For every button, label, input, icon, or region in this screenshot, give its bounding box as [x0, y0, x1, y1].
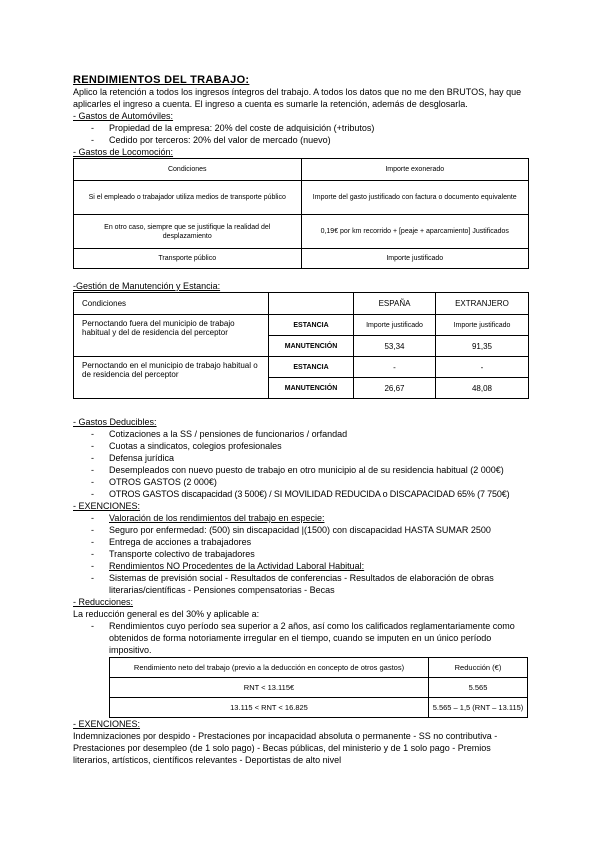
- table-row: Si el empleado o trabajador utiliza medios de transporte público Importe del gasto justificado con factura o documento equivalente: [74, 181, 529, 215]
- exenciones-heading: - EXENCIONES:: [73, 501, 141, 511]
- table-row: Condiciones ESPAÑA EXTRANJERO: [74, 293, 529, 315]
- table-row: 13.115 < RNT < 16.825 5.565 – 1,5 (RNT – 13.115): [110, 698, 528, 718]
- table-row: Condiciones Importe exonerado: [74, 159, 529, 181]
- table-row: MANUTENCIÓN 26,67 48,08: [74, 378, 529, 399]
- table-row: Transporte público Importe justificado: [74, 249, 529, 269]
- automoviles-heading: - Gastos de Automóviles:: [73, 111, 174, 121]
- exenciones-final-text: Indemnizaciones por despido - Prestaciones por incapacidad absoluta o permanente - SS no contributiva - Prestaciones por desempleo (de 1 solo pago) - Becas públicas, del ministerio y de 1 solo pago - Premios literarios, artísticos, científicos relevantes - Deportistas de alto nivel: [73, 731, 498, 765]
- reducciones-table: [109, 657, 528, 718]
- list-item: - Cotizaciones a la SS / pensiones de funcionarios / orfandad: [91, 429, 348, 439]
- list-item: - Defensa jurídica: [91, 453, 175, 463]
- deducibles-list: [73, 428, 529, 500]
- list-item: - Cuotas a sindicatos, colegios profesionales: [91, 441, 282, 451]
- table-row: RNT < 13.115€ 5.565: [110, 678, 528, 698]
- list-item: - OTROS GASTOS discapacidad (3 500€) / SI MOVILIDAD REDUCIDA o DISCAPACIDAD 65% (7 750€): [91, 489, 510, 499]
- table-row: Pernoctando en el municipio de trabajo habitual o de residencia del perceptor ESTANCIA - -: [74, 357, 529, 378]
- reducciones-list: [73, 620, 529, 656]
- table-row: Rendimiento neto del trabajo (previo a la deducción en concepto de otros gastos) Reducción (€): [110, 658, 528, 678]
- list-item: - Sistemas de previsión social - Resultados de conferencias - Resultados de elaboración de obras literarias/científicas - Pensiones compensatorias - Becas: [91, 573, 494, 595]
- exenciones-list: [73, 512, 529, 596]
- manutencion-heading: -Gestión de Manutención y Estancia:: [73, 281, 221, 291]
- reducciones-intro: La reducción general es del 30% y aplicable a:: [73, 609, 260, 619]
- list-item: - Entrega de acciones a trabajadores: [91, 537, 252, 547]
- list-item: - OTROS GASTOS (2 000€): [91, 477, 217, 487]
- list-item: - Rendimientos NO Procedentes de la Actividad Laboral Habitual:: [91, 561, 365, 571]
- deducibles-heading: - Gastos Deducibles:: [73, 417, 157, 427]
- locomocion-table-wrap: [73, 158, 529, 269]
- list-item: - Desempleados con nuevo puesto de trabajo en otro municipio al de su residencia habitual (2 000€): [91, 465, 504, 475]
- table-row: En otro caso, siempre que se justifique la realidad del desplazamiento 0,19€ por km recorrido + [peaje + aparcamiento] Justificados: [74, 215, 529, 249]
- reducciones-table-wrap: [109, 657, 528, 718]
- list-item: - Cedido por terceros: 20% del valor de mercado (nuevo): [91, 135, 331, 145]
- table-row: Pernoctando fuera del municipio de trabajo habitual y del de residencia del perceptor ESTANCIA Importe justificado Importe justificado: [74, 315, 529, 336]
- list-item: - Valoración de los rendimientos del trabajo en especie:: [91, 513, 325, 523]
- exenciones-final-section: [73, 718, 529, 766]
- list-item: - Transporte colectivo de trabajadores: [91, 549, 255, 559]
- list-item: - Rendimientos cuyo período sea superior a 2 años, así como los calificados reglamentariamente como obtenidos de forma notoriamente irregular en el tiempo, cuando se imputen en un único período impositivo.: [91, 621, 515, 655]
- list-item: - Seguro por enfermedad: (500) sin discapacidad |(1500) con discapacidad HASTA SUMAR 2500: [91, 525, 491, 535]
- manutencion-section: [73, 280, 529, 399]
- automoviles-list: [73, 122, 529, 146]
- intro-paragraph: Aplico la retención a todos los ingresos íntegros del trabajo. A todos los datos que no me den BRUTOS, hay que aplicarles el ingreso a cuenta. El ingreso a cuenta es sumarle la retención, además de desglosarla.: [73, 87, 522, 109]
- manutencion-table: [73, 292, 529, 399]
- table-row: MANUTENCIÓN 53,34 91,35: [74, 336, 529, 357]
- locomocion-heading: - Gastos de Locomoción:: [73, 147, 174, 157]
- section-intro: [73, 74, 529, 158]
- list-item: - Propiedad de la empresa: 20% del coste de adquisición (+tributos): [91, 123, 375, 133]
- reducciones-heading: - Reducciones:: [73, 597, 134, 607]
- locomocion-table: [73, 158, 529, 269]
- deducibles-section: [73, 416, 529, 656]
- page-title: RENDIMIENTOS DEL TRABAJO:: [73, 74, 250, 86]
- exenciones-final-heading: - EXENCIONES:: [73, 719, 141, 729]
